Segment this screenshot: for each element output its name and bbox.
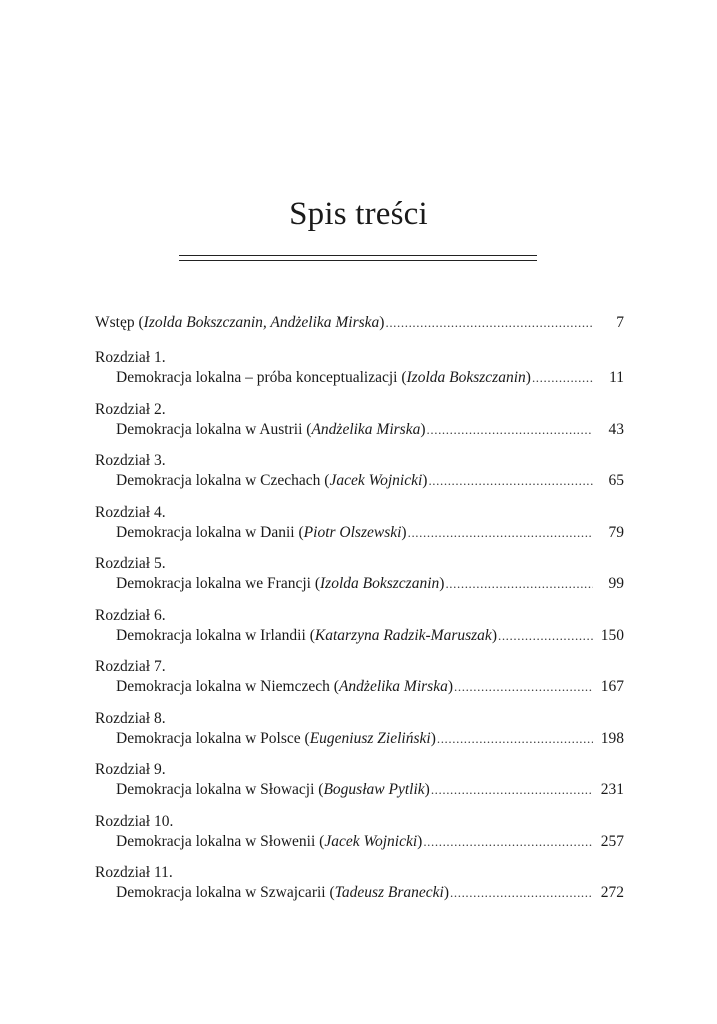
dot-leader bbox=[431, 780, 593, 800]
page-number: 198 bbox=[600, 729, 624, 747]
toc-entry-chapter bbox=[95, 657, 624, 697]
chapter-author: Andżelika Mirska bbox=[338, 678, 448, 695]
chapter-title-text: Demokracja lokalna w Słowenii (Jacek Wojnicki) bbox=[116, 832, 423, 850]
toc-entry-chapter bbox=[95, 760, 624, 800]
chapter-author: Izolda Bokszczanin bbox=[320, 575, 440, 592]
page-number: 65 bbox=[608, 472, 624, 489]
chapter-label: Rozdział 7. bbox=[95, 658, 166, 675]
chapter-label: Rozdział 2. bbox=[95, 400, 166, 418]
chapter-author: Tadeusz Branecki bbox=[334, 884, 444, 901]
chapter-label: Rozdział 9. bbox=[95, 761, 166, 778]
chapter-author: Katarzyna Radzik-Maruszak bbox=[314, 626, 492, 644]
dot-leader bbox=[450, 883, 593, 903]
chapter-title-text: Demokracja lokalna w Czechach (Jacek Wojnicki) bbox=[116, 472, 428, 489]
chapter-author: Eugeniusz Zieliński bbox=[309, 729, 431, 747]
chapter-list bbox=[95, 348, 624, 903]
page-number: 7 bbox=[616, 314, 624, 331]
chapter-title: Demokracja lokalna w Słowacji bbox=[116, 781, 315, 798]
toc-line bbox=[95, 780, 624, 800]
toc-entry-chapter bbox=[95, 503, 624, 543]
chapter-title-text: Demokracja lokalna w Irlandii (Katarzyna Radzik-Maruszak) bbox=[116, 626, 497, 644]
toc-entry-intro bbox=[95, 313, 624, 333]
toc-line bbox=[95, 883, 624, 903]
page-number: 99 bbox=[608, 575, 624, 592]
chapter-title-text: Demokracja lokalna w Niemczech (Andżelika Mirska) bbox=[116, 678, 454, 695]
toc-line bbox=[95, 523, 624, 543]
toc-line bbox=[95, 677, 624, 697]
chapter-title-text: Demokracja lokalna w Słowacji (Bogusław Pytlik) bbox=[116, 781, 430, 798]
chapter-label: Rozdział 1. bbox=[95, 349, 166, 366]
toc-entry-chapter bbox=[95, 348, 624, 388]
toc-entry-chapter bbox=[95, 863, 624, 903]
toc-line bbox=[95, 729, 624, 749]
chapter-title-text: Demokracja lokalna w Danii (Piotr Olszewski) bbox=[116, 523, 407, 541]
intro-label: Wstęp bbox=[95, 314, 135, 331]
toc-entry-chapter bbox=[95, 709, 624, 749]
chapter-author: Jacek Wojnicki bbox=[329, 472, 423, 489]
chapter-label: Rozdział 11. bbox=[95, 864, 173, 881]
chapter-label: Rozdział 3. bbox=[95, 452, 166, 469]
toc-entry-chapter bbox=[95, 451, 624, 491]
dot-leader bbox=[427, 420, 593, 440]
chapter-title: Demokracja lokalna we Francji bbox=[116, 575, 311, 592]
chapter-title: Demokracja lokalna w Polsce bbox=[116, 729, 301, 747]
page-number: 79 bbox=[608, 523, 624, 541]
chapter-author: Izolda Bokszczanin bbox=[406, 369, 526, 386]
chapter-label: Rozdział 4. bbox=[95, 503, 166, 521]
toc-entry-chapter bbox=[95, 606, 624, 646]
page-title: Spis treści bbox=[289, 196, 428, 232]
chapter-author: Bogusław Pytlik bbox=[323, 781, 425, 798]
dot-leader bbox=[437, 729, 593, 749]
page-number: 11 bbox=[609, 369, 624, 386]
table-of-contents bbox=[95, 313, 624, 915]
toc-line bbox=[95, 832, 624, 852]
toc-entry-chapter bbox=[95, 812, 624, 852]
chapter-label: Rozdział 6. bbox=[95, 606, 166, 624]
toc-entry-text: Wstęp (Izolda Bokszczanin, Andżelika Mirska) bbox=[95, 314, 385, 331]
chapter-author: Piotr Olszewski bbox=[303, 523, 402, 541]
toc-entry-chapter bbox=[95, 400, 624, 440]
toc-line bbox=[95, 626, 624, 646]
chapter-author: Andżelika Mirska bbox=[311, 420, 421, 438]
chapter-title: Demokracja lokalna w Szwajcarii bbox=[116, 884, 326, 901]
dot-leader bbox=[454, 677, 593, 697]
intro-author: Izolda Bokszczanin, Andżelika Mirska bbox=[143, 314, 380, 331]
chapter-title: Demokracja lokalna w Czechach bbox=[116, 472, 321, 489]
toc-entry-chapter bbox=[95, 554, 624, 594]
chapter-title-text: Demokracja lokalna – próba konceptualizacji (Izolda Bokszczanin) bbox=[116, 369, 531, 386]
chapter-label: Rozdział 10. bbox=[95, 812, 174, 830]
chapter-author: Jacek Wojnicki bbox=[324, 832, 418, 850]
page-number: 272 bbox=[600, 884, 624, 901]
chapter-title-text: Demokracja lokalna w Polsce (Eugeniusz Zieliński) bbox=[116, 729, 436, 747]
page-number: 167 bbox=[600, 678, 624, 695]
chapter-title: Demokracja lokalna w Słowenii bbox=[116, 832, 316, 850]
dot-leader bbox=[532, 368, 593, 388]
chapter-title: Demokracja lokalna w Irlandii bbox=[116, 626, 306, 644]
toc-line bbox=[95, 368, 624, 388]
chapter-title: Demokracja lokalna w Austrii bbox=[116, 420, 303, 438]
toc-line bbox=[95, 574, 624, 594]
chapter-label: Rozdział 8. bbox=[95, 709, 166, 727]
chapter-label: Rozdział 5. bbox=[95, 555, 166, 572]
chapter-title: Demokracja lokalna w Danii bbox=[116, 523, 295, 541]
title-double-rule bbox=[179, 255, 537, 261]
dot-leader bbox=[445, 574, 593, 594]
dot-leader bbox=[408, 523, 593, 543]
dot-leader bbox=[423, 832, 593, 852]
dot-leader bbox=[498, 626, 593, 646]
dot-leader bbox=[385, 313, 593, 333]
chapter-title: Demokracja lokalna – próba konceptualizacji bbox=[116, 369, 398, 386]
toc-line bbox=[95, 471, 624, 491]
page-number: 43 bbox=[608, 420, 624, 438]
chapter-title-text: Demokracja lokalna w Austrii (Andżelika Mirska) bbox=[116, 420, 426, 438]
toc-line bbox=[95, 420, 624, 440]
toc-line bbox=[95, 313, 624, 333]
page-number: 231 bbox=[600, 781, 624, 798]
chapter-title-text: Demokracja lokalna w Szwajcarii (Tadeusz Branecki) bbox=[116, 884, 450, 901]
page-number: 150 bbox=[600, 626, 624, 644]
page-number: 257 bbox=[600, 832, 624, 850]
chapter-title: Demokracja lokalna w Niemczech bbox=[116, 678, 330, 695]
chapter-title-text: Demokracja lokalna we Francji (Izolda Bokszczanin) bbox=[116, 575, 445, 592]
dot-leader bbox=[428, 471, 593, 491]
